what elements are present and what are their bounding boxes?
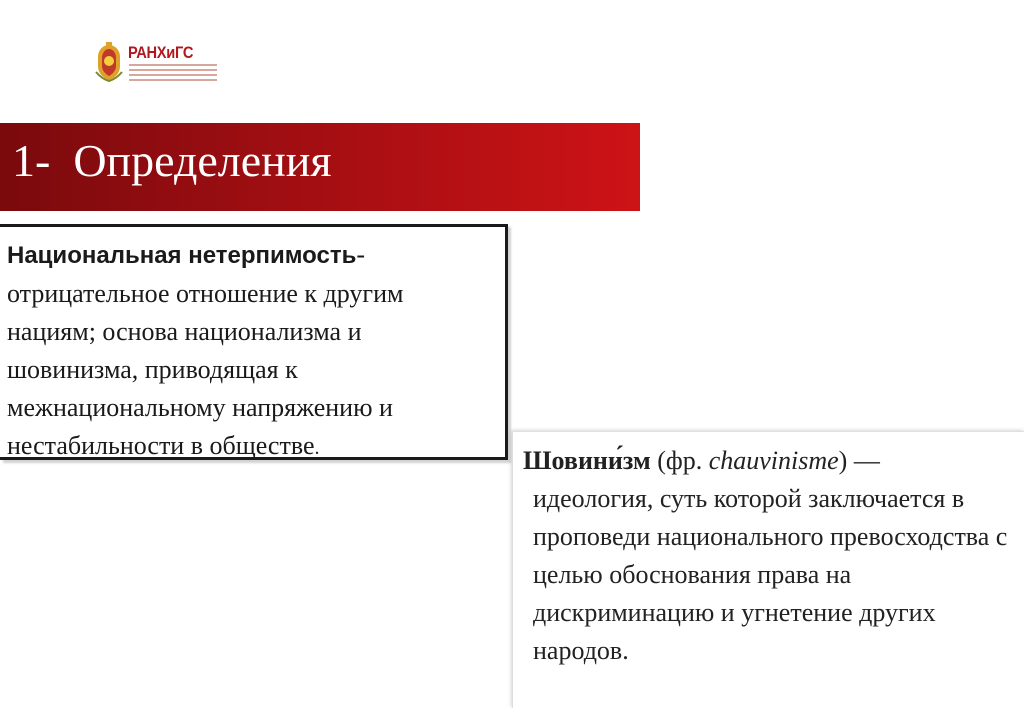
chauvinism-foreign-word: chauvinisme [708,446,839,475]
definition-text: отрицательное отношение к другим нациям; основа национализма и шовинизма, приводящая к межнациональному напряжению и нестабильности в обществе [7,279,404,460]
ranepa-logo [92,42,222,86]
definition-box [0,224,508,460]
definition-end: . [314,437,320,459]
definition-dash: - [356,240,366,269]
logo-name: РАНХиГС [128,43,194,62]
chauvinism-term: Шовини́зм [523,446,651,475]
emblem-icon [92,42,126,82]
chauvinism-paren-open: (фр. [657,446,709,475]
chauvinism-text: идеология, суть которой заключается в проповеди национального превосходства с целью обоснования права на дискриминацию и угнетение других народов. [533,484,1008,665]
title-banner [0,123,640,211]
chauvinism-paren-close: ) — [838,446,880,475]
logo-subtitle-lines [129,64,217,84]
chauvinism-box [512,431,1024,708]
slide-title: 1- Определения [12,135,332,186]
definition-term: Национальная нетерпимость [7,242,357,269]
